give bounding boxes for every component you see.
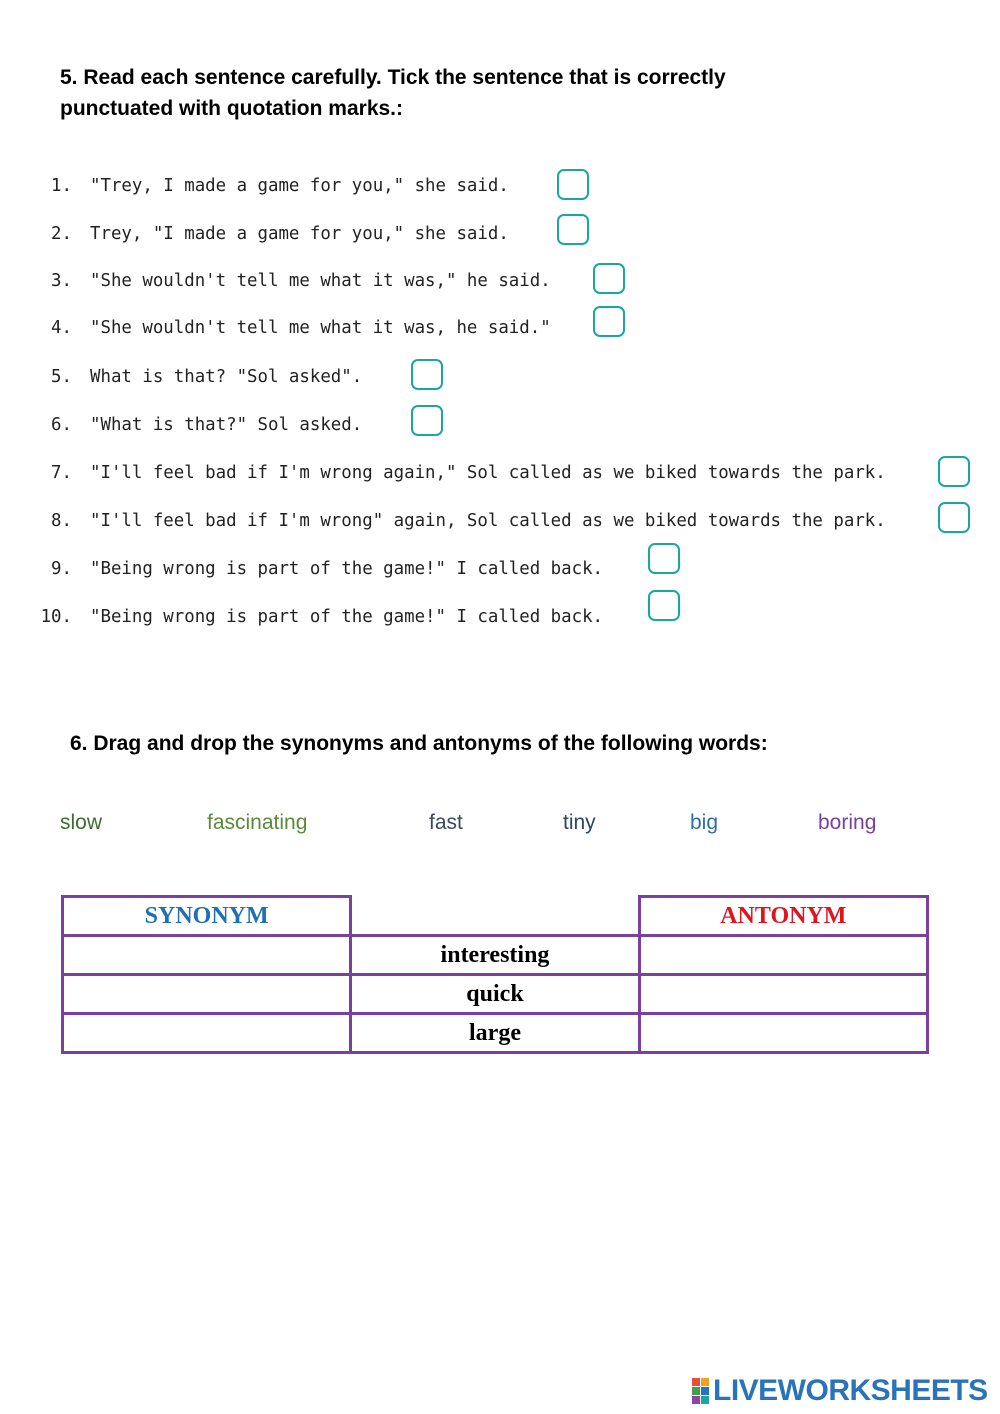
sentence-number: 8. xyxy=(51,511,72,531)
sentence-7 xyxy=(0,453,886,493)
question-5-title-line1: 5. Read each sentence carefully. Tick the sentence that is correctly xyxy=(60,66,726,89)
sentence-3 xyxy=(0,261,551,301)
table-row xyxy=(63,975,928,1014)
sentence-2 xyxy=(0,214,509,254)
tick-checkbox-5[interactable] xyxy=(411,359,443,390)
word-cell: interesting xyxy=(351,936,639,975)
sentence-number: 10. xyxy=(40,607,72,627)
draggable-word-big[interactable]: big xyxy=(690,811,719,834)
tick-checkbox-8[interactable] xyxy=(938,502,970,533)
sentence-number: 4. xyxy=(51,318,72,338)
antonym-drop-zone-interesting[interactable] xyxy=(639,936,927,975)
antonym-drop-zone-large[interactable] xyxy=(639,1014,927,1053)
word-cell: quick xyxy=(351,975,639,1014)
sentence-10 xyxy=(0,597,603,637)
draggable-word-boring[interactable]: boring xyxy=(818,811,877,834)
tick-checkbox-2[interactable] xyxy=(557,214,589,245)
sentence-text: "She wouldn't tell me what it was, he said." xyxy=(90,318,551,338)
tick-checkbox-3[interactable] xyxy=(593,263,625,294)
tick-checkbox-7[interactable] xyxy=(938,456,970,487)
synonym-drop-zone-large[interactable] xyxy=(63,1014,351,1053)
tick-checkbox-6[interactable] xyxy=(411,405,443,436)
synonym-header: SYNONYM xyxy=(63,897,351,936)
sentence-1 xyxy=(0,166,509,206)
draggable-word-fascinating[interactable]: fascinating xyxy=(207,811,308,834)
sentence-text: "Being wrong is part of the game!" I called back. xyxy=(90,559,604,579)
table-row xyxy=(63,936,928,975)
sentence-text: "Being wrong is part of the game!" I called back. xyxy=(90,607,604,627)
logo-icon xyxy=(692,1378,709,1404)
synonym-antonym-table xyxy=(61,895,929,1054)
tick-checkbox-9[interactable] xyxy=(648,543,680,574)
sentence-number: 2. xyxy=(51,224,72,244)
draggable-word-tiny[interactable]: tiny xyxy=(563,811,596,834)
sentence-6 xyxy=(0,405,362,445)
sentence-5 xyxy=(0,357,362,397)
antonym-drop-zone-quick[interactable] xyxy=(639,975,927,1014)
logo-text: LIVEWORKSHEETS xyxy=(713,1374,988,1407)
table-header-row xyxy=(63,897,928,936)
sentence-4 xyxy=(0,308,551,348)
sentence-text: Trey, "I made a game for you," she said. xyxy=(90,224,509,244)
sentence-9 xyxy=(0,549,603,589)
question-5-instructions xyxy=(60,62,860,124)
sentence-number: 1. xyxy=(51,176,72,196)
sentence-number: 7. xyxy=(51,463,72,483)
sentence-number: 6. xyxy=(51,415,72,435)
sentence-number: 5. xyxy=(51,367,72,387)
sentence-text: "Trey, I made a game for you," she said. xyxy=(90,176,509,196)
sentence-text: What is that? "Sol asked". xyxy=(90,367,363,387)
liveworksheets-logo xyxy=(692,1374,988,1408)
draggable-word-fast[interactable]: fast xyxy=(429,811,463,834)
sentence-text: "I'll feel bad if I'm wrong" again, Sol called as we biked towards the park. xyxy=(90,511,886,531)
sentence-text: "I'll feel bad if I'm wrong again," Sol called as we biked towards the park. xyxy=(90,463,886,483)
antonym-header: ANTONYM xyxy=(639,897,927,936)
word-column-header xyxy=(351,897,639,936)
question-6-instructions: 6. Drag and drop the synonyms and antonyms of the following words: xyxy=(70,732,768,755)
sentence-text: "She wouldn't tell me what it was," he said. xyxy=(90,271,551,291)
synonym-drop-zone-interesting[interactable] xyxy=(63,936,351,975)
table-row xyxy=(63,1014,928,1053)
sentence-number: 3. xyxy=(51,271,72,291)
tick-checkbox-10[interactable] xyxy=(648,590,680,621)
draggable-word-slow[interactable]: slow xyxy=(60,811,103,834)
sentence-number: 9. xyxy=(51,559,72,579)
tick-checkbox-4[interactable] xyxy=(593,306,625,337)
sentence-text: "What is that?" Sol asked. xyxy=(90,415,363,435)
sentence-8 xyxy=(0,501,886,541)
question-5-title-line2: punctuated with quotation marks.: xyxy=(60,97,404,120)
tick-checkbox-1[interactable] xyxy=(557,169,589,200)
synonym-drop-zone-quick[interactable] xyxy=(63,975,351,1014)
word-cell: large xyxy=(351,1014,639,1053)
